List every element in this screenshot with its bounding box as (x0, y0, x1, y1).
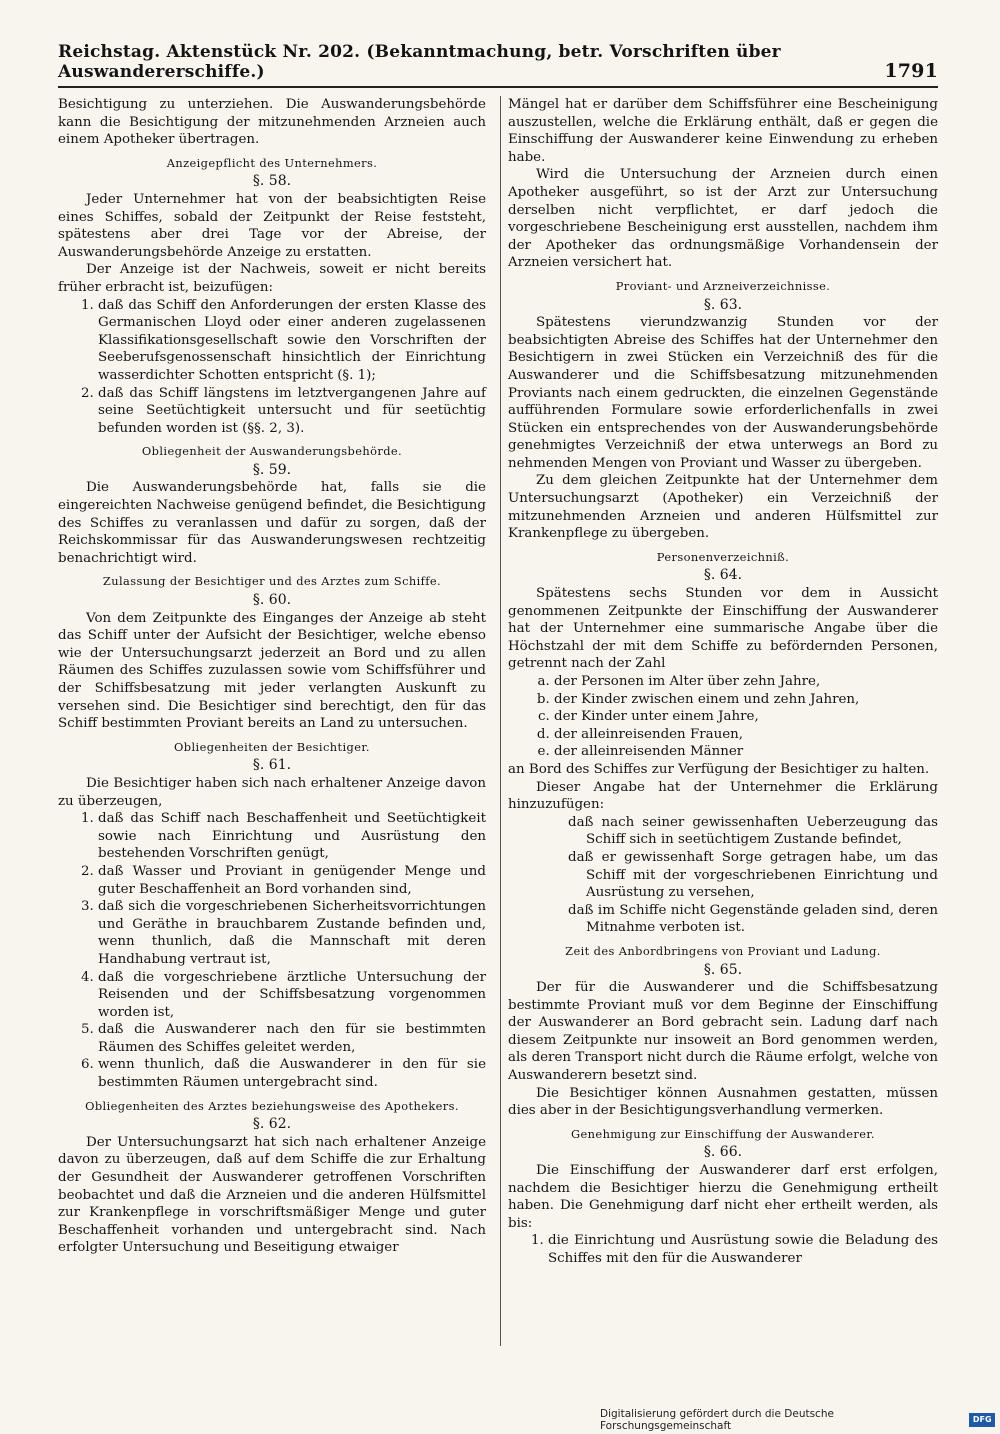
numbered-list (508, 1232, 938, 1267)
list-item: 1. daß das Schiff nach Beschaffenheit und Seetüchtigkeit sowie nach Einrichtung und Ausrüstung den bestehenden Vorschriften genügt, (98, 810, 486, 863)
paragraph: Die Besichtiger können Ausnahmen gestatten, müssen dies aber in der Besichtigungsverhandlung vermerken. (508, 1085, 938, 1119)
digitization-footer (600, 1410, 995, 1430)
paragraph: Spätestens vierundzwanzig Stunden vor der beabsichtigten Abreise des Schiffes hat der Unternehmer den Besichtigern in zwei Stücken ein Verzeichniß des für die Auswanderer und die Schiffsbesatzung mitzunehmenden Proviants nach einem gedruckten, die einzelnen Gegenstände aufführenden Formulare sowie erforderlichenfalls in zwei Stücken ein entsprechendes von der Auswanderungsbehörde genehmigtes Verzeichniß der etwa unterwegs an Bord zu nehmenden Mengen von Proviant und Wasser zu übergeben. (508, 315, 938, 471)
paragraph: an Bord des Schiffes zur Verfügung der Besichtiger zu halten. (508, 761, 930, 777)
list-item: 2. daß das Schiff längstens im letztvergangenen Jahre auf seine Seetüchtigkeit untersucht und für seetüchtig befunden worden ist (§§. 2, 3). (98, 385, 486, 438)
paragraph: Besichtigung zu unterziehen. Die Auswanderungsbehörde kann die Besichtigung der mitzunehmenden Arzneien auch einem Apotheker übertragen. (58, 97, 486, 148)
section-heading: Anzeigepflicht des Unternehmers. (166, 155, 378, 170)
section-number: §. 60. (252, 592, 292, 609)
footer-text: Digitalisierung gefördert durch die Deutsche Forschungsgemeinschaft (600, 1408, 834, 1432)
section-number: §. 62. (252, 1116, 292, 1133)
section-heading: Zeit des Anbordbringens von Proviant und Ladung. (565, 943, 881, 958)
numbered-list (58, 810, 486, 1092)
left-column (58, 96, 486, 1257)
page-number: 1791 (884, 60, 938, 82)
declaration-item: daß im Schiffe nicht Gegenstände geladen sind, deren Mitnahme verboten ist. (568, 902, 938, 936)
paragraph: Von dem Zeitpunkte des Einganges der Anzeige ab steht das Schiff unter der Aufsicht der Besichtiger, welche ebenso wie der Untersuchungsarzt jederzeit an Bord und zu allen Räumen des Schiffes zuzulassen sowie vom Schiffsführer und der Schiffsbesatzung mit jeder verlangten Auskunft zu versehen sind. Die Besichtiger sind berechtigt, den für das Schiff bestimmten Proviant bereits an Land zu untersuchen. (58, 610, 486, 732)
section-heading: Genehmigung zur Einschiffung der Auswanderer. (571, 1126, 875, 1141)
right-column (508, 96, 938, 1268)
declaration-item: daß er gewissenhaft Sorge getragen habe, um das Schiff mit der vorgeschriebenen Einrichtung und Ausrüstung zu versehen, (568, 849, 938, 901)
section-heading: Personenverzeichniß. (656, 549, 790, 564)
section-number: §. 66. (703, 1144, 743, 1161)
section-number: §. 59. (252, 461, 292, 478)
list-item: d. der alleinreisenden Frauen, (554, 726, 938, 744)
paragraph: Spätestens sechs Stunden vor dem in Aussicht genommenen Zeitpunkte der Einschiffung der Auswanderer hat der Unternehmer eine summarische Angabe über die Höchstzahl der mit dem Schiffe zu befördernden Personen, getrennt nach der Zahl (508, 586, 938, 672)
running-header (58, 42, 938, 88)
declaration-item: daß nach seiner gewissenhaften Ueberzeugung das Schiff sich in seetüchtigem Zustande befindet, (568, 814, 938, 848)
list-item: 1. die Einrichtung und Ausrüstung sowie die Beladung des Schiffes mit den für die Auswanderer (548, 1232, 938, 1267)
list-item: 1. daß das Schiff den Anforderungen der ersten Klasse des Germanischen Lloyd oder einer anderen zugelassenen Klassifikationsgesellschaft sowie den Vorschriften der Seeberufsgenossenschaft hinsichtlich der Einrichtung wasserdichter Schotten entspricht (§. 1); (98, 297, 486, 385)
list-item: c. der Kinder unter einem Jahre, (554, 708, 938, 726)
paragraph: Die Einschiffung der Auswanderer darf erst erfolgen, nachdem die Besichtiger hierzu die Genehmigung ertheilt haben. Die Genehmigung darf nicht eher ertheilt werden, als bis: (508, 1163, 938, 1231)
paragraph: Zu dem gleichen Zeitpunkte hat der Unternehmer dem Untersuchungsarzt (Apotheker) ein Verzeichniß der mitzunehmenden Arzneien und anderen Hülfsmittel zur Krankenpflege zu übergeben. (508, 473, 938, 542)
paragraph: Jeder Unternehmer hat von der beabsichtigten Reise eines Schiffes, sobald der Zeitpunkt der Reise feststeht, spätestens aber drei Tage vor der Abreise, der Auswanderungsbehörde Anzeige zu erstatten. (58, 191, 486, 260)
numbered-list (58, 297, 486, 438)
section-number: §. 61. (252, 757, 292, 774)
paragraph: Die Auswanderungsbehörde hat, falls sie die eingereichten Nachweise genügend befindet, die Besichtigung des Schiffes zu veranlassen und dafür zu sorgen, daß der Reichskommissar für das Auswanderungswesen rechtzeitig benachrichtigt wird. (58, 480, 486, 566)
paragraph: Der Untersuchungsarzt hat sich nach erhaltener Anzeige davon zu überzeugen, daß auf dem Schiffe die zur Erhaltung der Gesundheit der Auswanderer getroffenen Vorschriften beobachtet und daß die Arzneien und die anderen Hülfsmittel zur Krankenpflege in vorschriftsmäßiger Menge und guter Beschaffenheit vorhanden und untergebracht sind. Nach erfolgter Untersuchung und Beseitigung etwaiger (58, 1134, 486, 1256)
section-heading: Obliegenheit der Auswanderungsbehörde. (141, 444, 403, 459)
list-item: 4. daß die vorgeschriebene ärztliche Untersuchung der Reisenden und der Schiffsbesatzung vorgenommen worden ist, (98, 969, 486, 1022)
list-item: b. der Kinder zwischen einem und zehn Jahren, (554, 691, 938, 709)
dfg-logo-icon: DFG (969, 1413, 995, 1427)
paragraph: Der für die Auswanderer und die Schiffsbesatzung bestimmte Proviant muß vor dem Beginne der Einschiffung der Auswanderer an Bord gebracht sein. Ladung darf nach diesem Zeitpunkte nur insoweit an Bord genommen werden, als deren Transport nicht durch die Räume erfolgt, welche von Auswanderern besetzt sind. (508, 980, 938, 1084)
paragraph: Der Anzeige ist der Nachweis, soweit er nicht bereits früher erbracht ist, beizufügen: (58, 262, 486, 295)
lettered-list (508, 673, 938, 761)
list-item: a. der Personen im Alter über zehn Jahre, (554, 673, 938, 691)
section-number: §. 58. (252, 173, 292, 190)
section-heading: Proviant- und Arzneiverzeichnisse. (615, 278, 831, 293)
list-item: 6. wenn thunlich, daß die Auswanderer in den für sie bestimmten Räumen untergebracht sind. (98, 1056, 486, 1091)
header-title: Reichstag. Aktenstück Nr. 202. (Bekanntmachung, betr. Vorschriften über Auswandererschiffe.) (58, 42, 781, 82)
section-heading: Obliegenheiten der Besichtiger. (174, 739, 370, 754)
list-item: 3. daß sich die vorgeschriebenen Sicherheitsvorrichtungen und Geräthe in brauchbarem Zustande befinden und, wenn thunlich, daß die Mannschaft mit deren Handhabung vertraut ist, (98, 898, 486, 968)
list-item: 2. daß Wasser und Proviant in genügender Menge und guter Beschaffenheit an Bord vorhanden sind, (98, 863, 486, 898)
list-item: 5. daß die Auswanderer nach den für sie bestimmten Räumen des Schiffes geleitet werden, (98, 1021, 486, 1056)
section-number: §. 63. (703, 296, 743, 313)
list-item: e. der alleinreisenden Männer (554, 743, 938, 761)
paragraph: Mängel hat er darüber dem Schiffsführer eine Bescheinigung auszustellen, welche die Erklärung enthält, daß er gegen die Einschiffung der Auswanderer keine Einwendung zu erheben habe. (508, 97, 938, 165)
section-heading: Obliegenheiten des Arztes beziehungsweise des Apothekers. (85, 1098, 459, 1113)
paragraph: Wird die Untersuchung der Arzneien durch einen Apotheker ausgeführt, so ist der Arzt zur Untersuchung derselben nicht verpflichtet, er darf jedoch die vorgeschriebene Bescheinigung erst ausstellen, nachdem ihm der Apotheker das ordnungsmäßige Vorhandensein der Arzneien versichert hat. (508, 167, 938, 271)
paragraph: Die Besichtiger haben sich nach erhaltener Anzeige davon zu überzeugen, (58, 775, 486, 809)
section-heading: Zulassung der Besichtiger und des Arztes zum Schiffe. (102, 574, 442, 589)
column-divider (500, 96, 501, 1346)
paragraph: Dieser Angabe hat der Unternehmer die Erklärung hinzuzufügen: (508, 779, 938, 813)
section-number: §. 65. (703, 961, 743, 978)
section-number: §. 64. (703, 567, 743, 584)
